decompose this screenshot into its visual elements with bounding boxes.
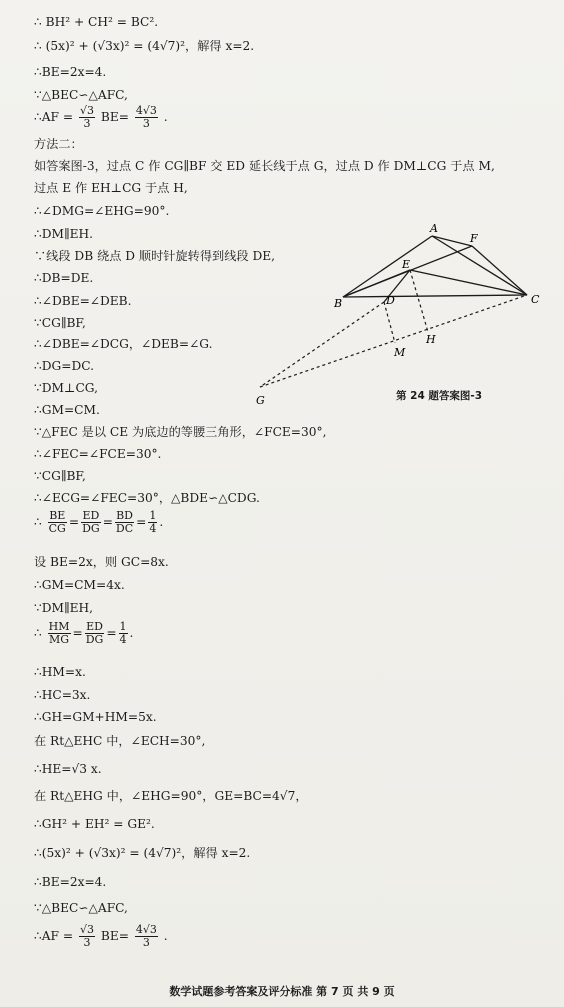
fraction: $\frac{ED}{DG}$ (82, 509, 100, 535)
line-fraction (34, 922, 168, 950)
text: ∴AF = (34, 110, 74, 124)
line-fraction: ∴ $\frac{BE}{CG}$ = $\frac{ED}{DG}$ = $\frac{BD}{DC}$ = $\frac{1}{4}$ . (34, 509, 164, 535)
label-F: F (470, 232, 478, 245)
line: ∵线段 DB 绕点 D 顺时针旋转得到线段 DE, (34, 249, 276, 263)
line: ∴∠ECG=∠FEC=30°，△BDE∽△CDG. (34, 491, 260, 505)
fraction: $\frac{1}{4}$ (119, 620, 127, 646)
fraction: $\frac{4√3}{3}$ (135, 104, 157, 130)
fraction: $\frac{ED}{DG}$ (85, 620, 104, 646)
line: ∴GM=CM=4x. (34, 578, 125, 592)
line: ∴DM∥EH. (34, 227, 94, 241)
line: ∴DG=DC. (34, 359, 95, 373)
fraction: $\frac{√3}{3}$ (79, 923, 94, 949)
segment-DM (384, 302, 395, 343)
text: ∴ (34, 626, 42, 640)
label-E: E (402, 258, 411, 271)
fraction: $\frac{BE}{CG}$ (48, 509, 66, 535)
text: . (129, 626, 134, 640)
label-M: M (394, 346, 406, 359)
line: ∵△FEC 是以 CE 为底边的等腰三角形，∠FCE=30°, (34, 425, 327, 439)
segment-EC (410, 270, 527, 295)
line: ∴BE=2x=4. (34, 65, 107, 79)
line-fraction (34, 104, 168, 130)
line: ∴(5x)² + (√3x)² = (4√7)²，解得 x=2. (34, 846, 251, 860)
line: ∴∠FEC=∠FCE=30°. (34, 447, 162, 461)
segment-FC (472, 246, 527, 295)
text: . (163, 929, 168, 943)
segment-GC (260, 295, 527, 387)
text: . (163, 110, 168, 124)
fraction: $\frac{1}{4}$ (149, 509, 157, 535)
segment-EH (410, 270, 428, 332)
line: ∵DM∥EH, (34, 601, 94, 615)
line: ∴∠DBE=∠DEB. (34, 294, 132, 308)
label-D: D (386, 294, 395, 307)
line: ∴GH² + EH² = GE². (34, 817, 155, 831)
fraction: $\frac{4√3}{3}$ (135, 923, 157, 949)
line: ∵CG∥BF, (34, 469, 86, 483)
text: ∴ (34, 515, 42, 529)
line: 在 Rt△EHG 中，∠EHG=90°，GE=BC=4√7， (34, 789, 308, 803)
line: 过点 E 作 EH⊥CG 于点 H, (34, 181, 188, 195)
label-A: A (430, 222, 438, 235)
line: ∴HE=√3 x. (34, 762, 102, 776)
label-C: C (531, 293, 540, 306)
line: 方法二： (34, 137, 83, 151)
text: BE= (100, 110, 129, 124)
line: ∵△BEC∽△AFC, (34, 901, 128, 915)
text: BE= (100, 929, 129, 943)
label-G: G (256, 394, 265, 407)
fraction: $\frac{BD}{DC}$ (115, 509, 134, 535)
line: ∴DB=DE. (34, 271, 94, 285)
fraction: $\frac{HM}{MG}$ (48, 620, 70, 646)
line: ∴∠DMG=∠EHG=90°. (34, 204, 170, 218)
line: 在 Rt△EHC 中，∠ECH=30°, (34, 734, 206, 748)
line: ∴HM=x. (34, 665, 86, 679)
line: ∴HC=3x. (34, 688, 91, 702)
segment-DG (260, 302, 384, 387)
line: ∴ BH² + CH² = BC². (34, 15, 159, 29)
segment-BC (343, 295, 527, 297)
line: ∵△BEC∽△AFC, (34, 88, 128, 102)
line: ∵CG∥BF, (34, 316, 86, 330)
text: . (159, 515, 164, 529)
fraction: $\frac{√3}{3}$ (79, 104, 94, 130)
label-B: B (334, 297, 343, 310)
segment-AC (432, 236, 527, 295)
line: 设 BE=2x，则 GC=8x. (34, 555, 169, 569)
geometry-figure (250, 222, 550, 412)
line-fraction: ∴ $\frac{HM}{MG}$ = $\frac{ED}{DG}$ = $\frac{1}{4}$ . (34, 620, 134, 646)
line: ∵DM⊥CG, (34, 381, 98, 395)
line: 如答案图-3，过点 C 作 CG∥BF 交 ED 延长线于点 G，过点 D 作 DM⊥CG 于点 M, (34, 159, 495, 173)
segment-AF (432, 236, 472, 246)
figure-caption: 第 24 题答案图-3 (396, 390, 483, 402)
line: ∴GM=CM. (34, 403, 100, 417)
label-H: H (426, 333, 436, 346)
text: ∴AF = (34, 929, 74, 943)
page-footer: 数学试题参考答案及评分标准 第 7 页 共 9 页 (169, 985, 395, 998)
line: ∴∠DBE=∠DCG，∠DEB=∠G. (34, 337, 213, 351)
line: ∴GH=GM+HM=5x. (34, 710, 157, 724)
line: ∴BE=2x=4. (34, 875, 107, 889)
line: ∴ (5x)² + (√3x)² = (4√7)²，解得 x=2. (34, 39, 255, 53)
